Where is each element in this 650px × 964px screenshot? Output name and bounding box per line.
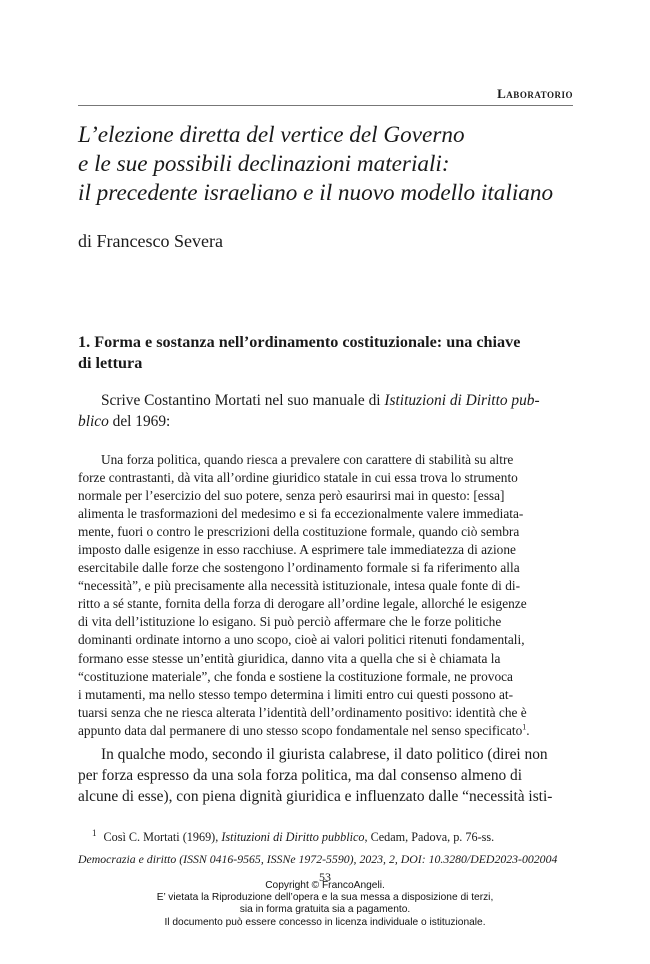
quote-line: ritto a sé stante, fornita della forza di derogare all’ordine legale, allorché le esigenze — [78, 596, 527, 612]
quote-line: esercitabile dalle forze che sostengono l’ordinamento formale si fa riferimento alla — [78, 560, 520, 576]
footnote-number: 1 — [92, 828, 97, 838]
body-line: In qualche modo, secondo il giurista calabrese, il dato politico (direi non — [101, 746, 548, 763]
section-heading — [78, 332, 574, 374]
section-heading-line: di lettura — [78, 354, 143, 372]
running-header-section-label: Laboratorio — [497, 86, 573, 101]
footnote-text: Così C. Mortati (1969), — [103, 830, 222, 845]
title-line: il precedente israeliano e il nuovo modello italiano — [78, 180, 554, 206]
intro-book-title-cont: blico — [78, 413, 109, 430]
body-line: per forza espresso da una sola forza politica, ma dal consenso almeno di — [78, 767, 523, 784]
intro-paragraph — [78, 390, 573, 432]
intro-text: del 1969: — [108, 413, 171, 430]
quote-line: “necessità”, e più precisamente alla necessità istituzionale, intesa quale fonte di di- — [78, 578, 521, 594]
quote-line: mente, fuori o contro le prescrizioni della costituzione formale, quando ciò sembra — [78, 524, 520, 540]
quote-line: appunto data dal permanere di uno stesso scopo fondamentale nel senso specificato$^1$. — [78, 722, 530, 738]
quote-line: tuarsi senza che ne riesca alterata l’identità dell’ordinamento positivo: identità che è — [78, 704, 527, 720]
header-divider — [78, 105, 573, 106]
footnote-reference[interactable]: 1 — [522, 722, 527, 732]
copyright-line: Il documento può essere concesso in licenza individuale o istituzionale. — [164, 916, 486, 928]
copyright-notice — [0, 880, 650, 929]
article-author: di Francesco Severa — [78, 231, 223, 251]
journal-citation: Democrazia e diritto (ISSN 0416-9565, ISSNe 1972-5590), 2023, 2, DOI: 10.3280/DED2023-002004 — [78, 852, 558, 866]
copyright-line: E’ vietata la Riproduzione dell’opera e la sua messa a disposizione di terzi, — [156, 892, 494, 904]
section-heading-line: 1. Forma e sostanza nell’ordinamento costituzionale: una chiave — [78, 333, 521, 351]
title-line: e le sue possibili declinazioni materiali: — [78, 151, 450, 177]
intro-line — [78, 411, 573, 432]
intro-book-title: Istituzioni di Diritto pub- — [384, 392, 540, 409]
body-paragraph — [78, 744, 573, 807]
quote-line: forze contrastanti, dà vita all’ordine giuridico statale in cui essa trova lo strumento — [78, 470, 518, 486]
footnote-text-end: , Cedam, Padova, p. 76-ss. — [364, 830, 495, 845]
body-line: alcune di esse), con piena dignità giuridica e influenzato dalle “necessità isti- — [78, 788, 553, 805]
article-title — [78, 121, 578, 208]
page-number: 53 — [319, 870, 331, 884]
quote-line: Una forza politica, quando riesca a prevalere con carattere di stabilità su altre — [101, 452, 514, 467]
intro-line — [78, 390, 573, 411]
block-quote — [78, 451, 573, 740]
quote-last-text: appunto data dal permanere di uno stesso scopo fondamentale nel senso specificato — [78, 722, 523, 738]
quote-line: dominanti ordinate intorno a uno scopo, cioè ai valori politici ritenuti fondamentali, — [78, 632, 525, 648]
copyright-line: sia in forma gratuita sia a pagamento. — [239, 904, 411, 916]
quote-line: alimenta le trasformazioni del medesimo e si fa eccezionalmente valere immediata- — [78, 506, 524, 522]
footnote — [92, 825, 494, 845]
quote-line: imposto dalle esigenze in esso racchiuse. A esprimere tale immediatezza di azione — [78, 542, 516, 558]
quote-line: di vita dell’istituzione lo esigano. Si può perciò affermare che le forze politiche — [78, 614, 502, 630]
copyright-line: Copyright © FrancoAngeli. — [265, 880, 385, 891]
title-line: L’elezione diretta del vertice del Governo — [78, 122, 465, 148]
quote-line: formano esse stesse un’entità giuridica, danno vita a quella che si è chiamata la — [78, 650, 501, 666]
quote-line: normale per l’esercizio del suo potere, senza però esaurirsi mai in questo: [essa] — [78, 488, 505, 504]
footnote-book-title: Istituzioni di Diritto pubblico — [221, 830, 365, 845]
quote-line: “costituzione materiale”, che fonda e sostiene la costituzione formale, ne provoca — [78, 668, 513, 684]
intro-text: Scrive Costantino Mortati nel suo manuale di — [101, 392, 385, 409]
quote-line: i mutamenti, ma nello stesso tempo determina i limiti entro cui questi possono at- — [78, 686, 514, 702]
